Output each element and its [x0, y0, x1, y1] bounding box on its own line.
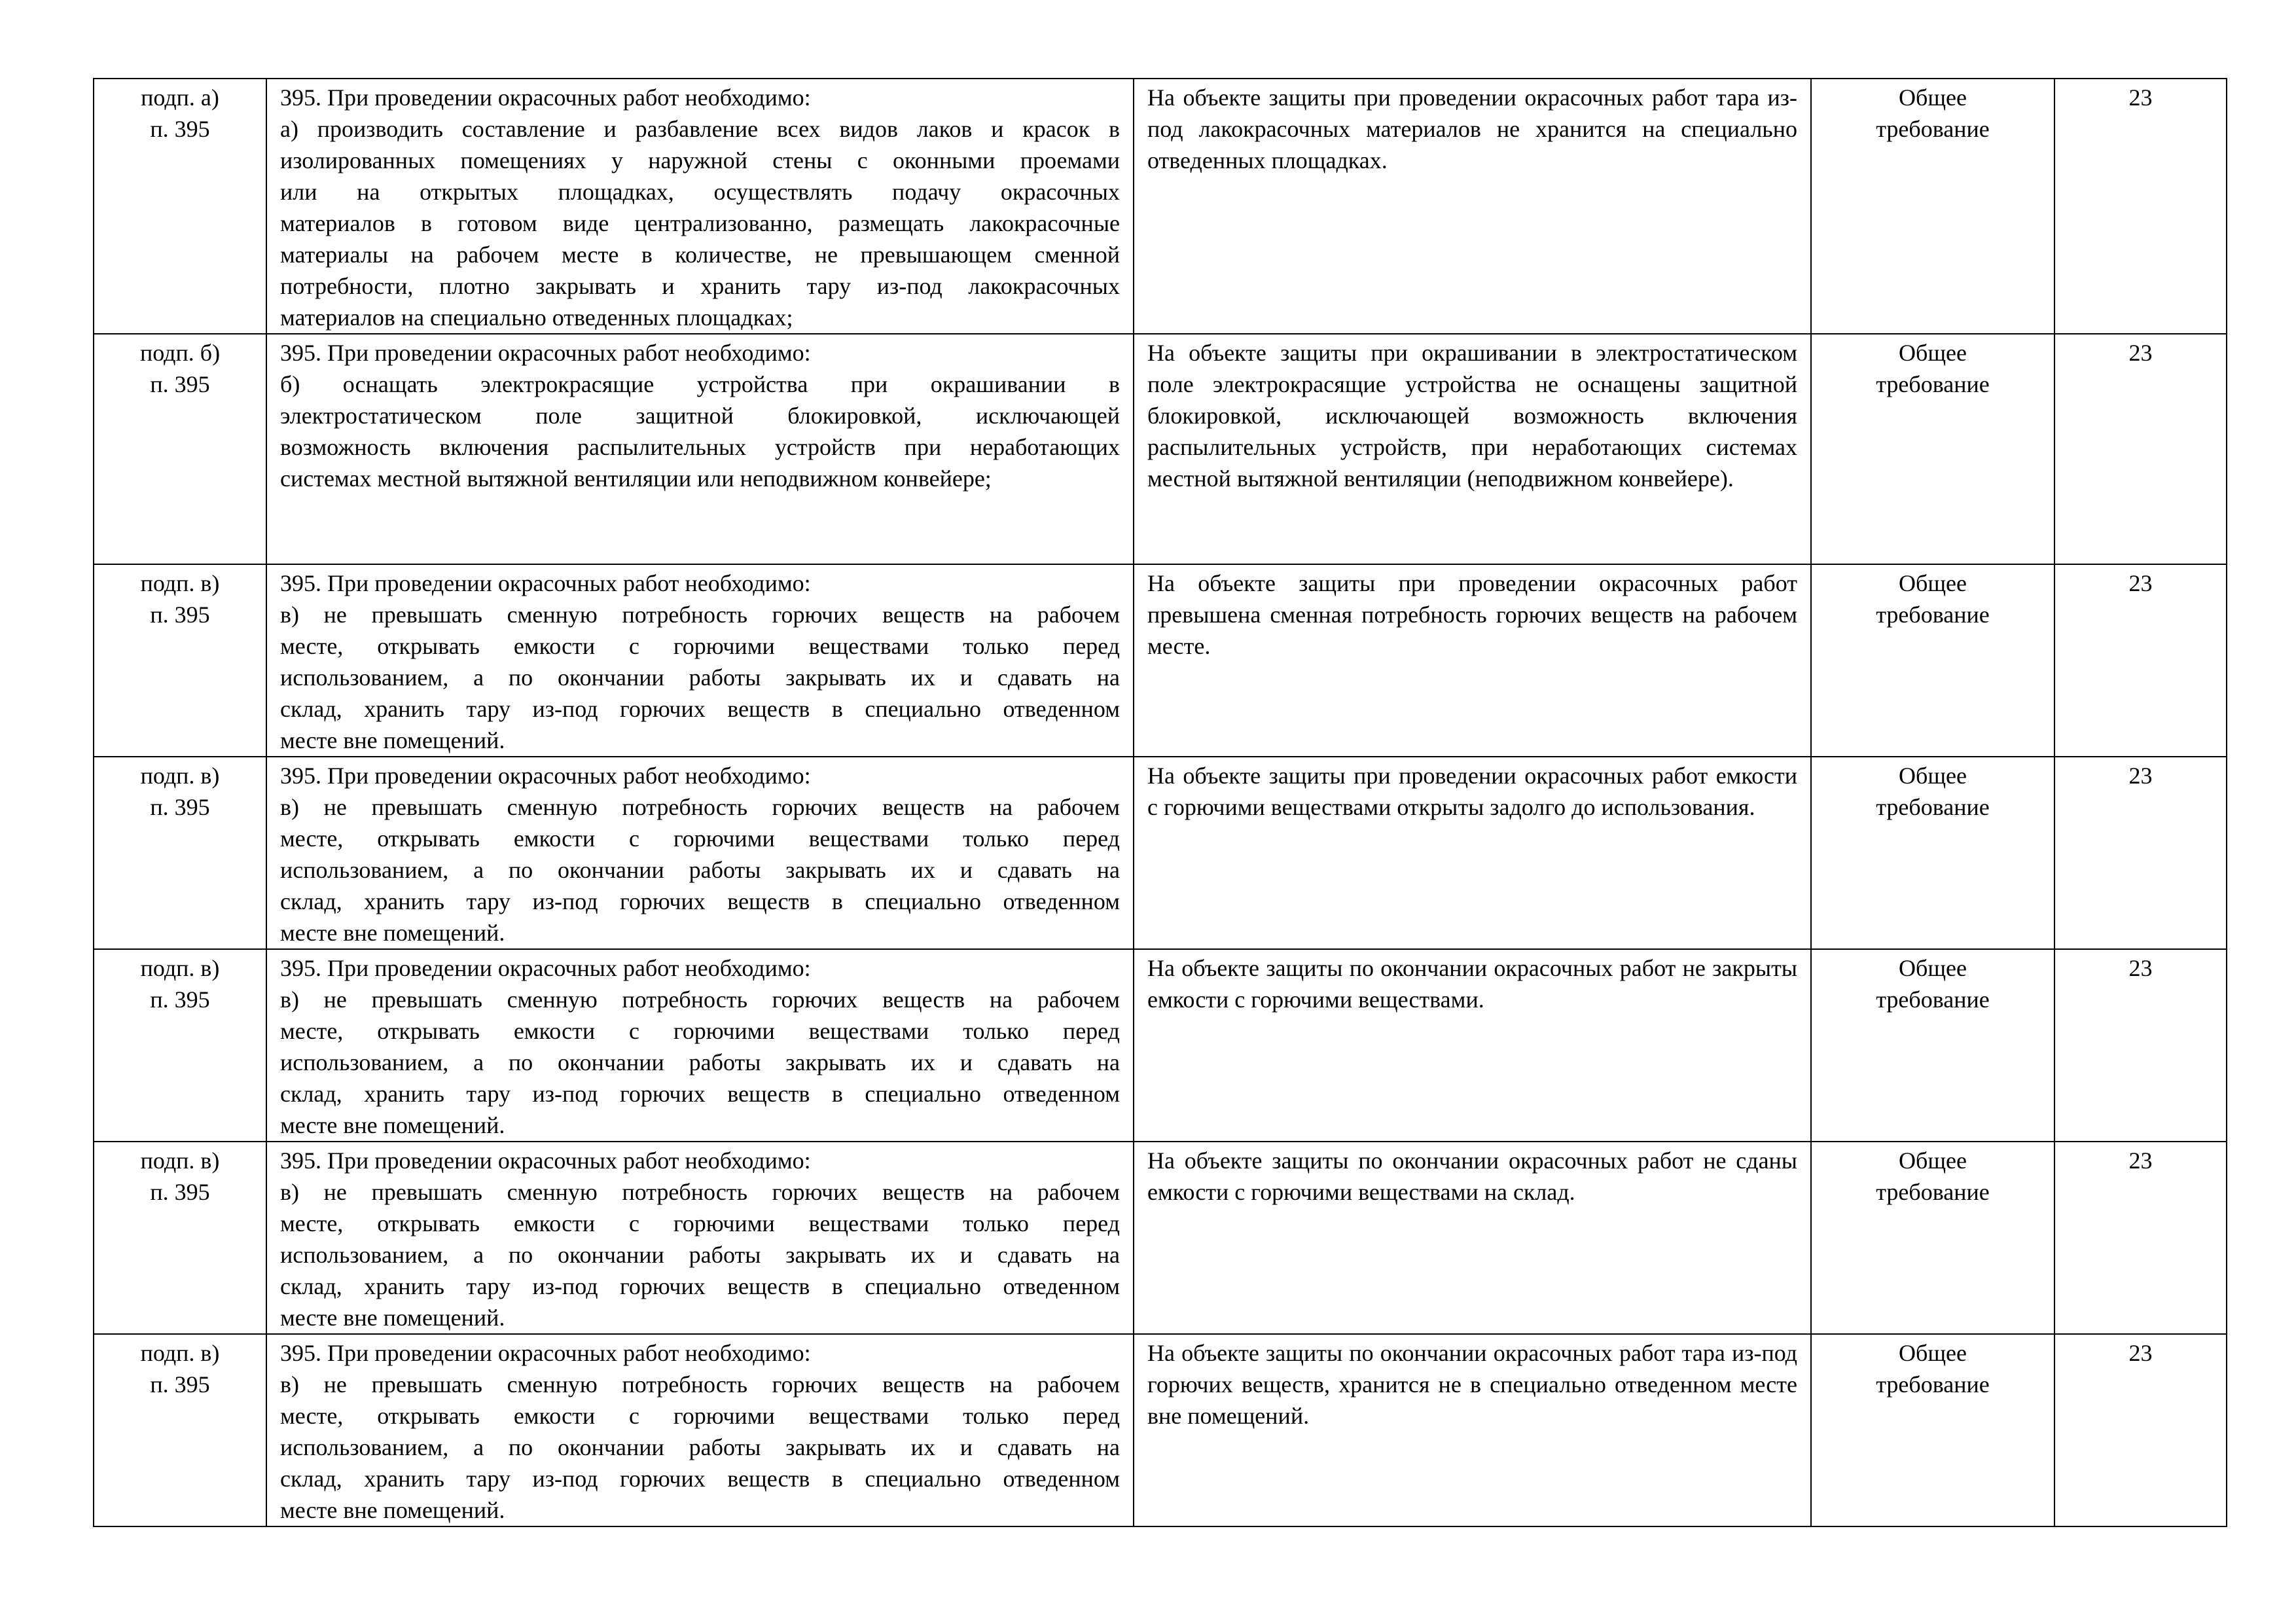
number-cell	[2054, 949, 2227, 1142]
row-number: 23	[2128, 570, 2153, 596]
requirement-text-line: использованием, а по окончании работы закрывать их и сдавать на	[280, 857, 1120, 883]
subclause-ref: подп. в)	[140, 1340, 220, 1366]
requirement-type-line: Общее	[1899, 84, 1967, 111]
requirement-text-line: 395. При проведении окрасочных работ необходимо:	[280, 340, 811, 366]
requirement-type-line: Общее	[1899, 763, 1967, 789]
reference-cell	[94, 79, 266, 334]
reference-cell	[94, 564, 266, 757]
violation-cell	[1134, 79, 1811, 334]
violation-cell	[1134, 1334, 1811, 1526]
requirement-text-line: материалов на специально отведенных площадках;	[280, 304, 793, 331]
requirement-cell	[266, 1334, 1134, 1526]
requirement-text-line: месте вне помещений.	[280, 1497, 505, 1523]
requirement-text-line: 395. При проведении окрасочных работ необходимо:	[280, 1340, 811, 1366]
reference-cell	[94, 1334, 266, 1526]
violation-text: На объекте защиты по окончании окрасочных работ не закрыты емкости с горючими веществами.	[1147, 955, 1797, 1013]
requirement-text-line: склад, хранить тару из-под горючих веществ в специально отведенном	[280, 1273, 1120, 1299]
requirement-text-line: месте вне помещений.	[280, 1112, 505, 1138]
requirement-type-line: требование	[1876, 116, 1990, 142]
clause-ref: п. 395	[150, 1371, 210, 1398]
requirement-type-line: Общее	[1899, 1147, 1967, 1174]
requirement-type-cell	[1811, 1334, 2054, 1526]
requirement-text-line: или на открытых площадках, осуществлять подачу окрасочных	[280, 179, 1120, 205]
requirement-type-line: требование	[1876, 371, 1990, 397]
requirement-text-line: склад, хранить тару из-под горючих веществ в специально отведенном	[280, 888, 1120, 914]
row-number: 23	[2128, 1340, 2153, 1366]
row-number: 23	[2128, 955, 2153, 981]
number-cell	[2054, 564, 2227, 757]
requirement-type-cell	[1811, 79, 2054, 334]
row-number: 23	[2128, 84, 2153, 111]
requirement-text-line: системах местной вытяжной вентиляции или неподвижном конвейере;	[280, 465, 992, 492]
clause-ref: п. 395	[150, 986, 210, 1013]
table-row	[94, 79, 2227, 334]
requirement-text-line: материалы на рабочем месте в количестве, не превышающем сменной	[280, 242, 1120, 268]
requirement-text-line: в) не превышать сменную потребность горючих веществ на рабочем	[280, 1179, 1120, 1205]
requirement-text-line: месте, открывать емкости с горючими веществами только перед	[280, 633, 1120, 659]
violation-text: На объекте защиты при проведении окрасочных работ тара из-под лакокрасочных материалов не хранится на специально отведенных площадках.	[1147, 84, 1797, 173]
violation-cell	[1134, 949, 1811, 1142]
requirement-text-line: б) оснащать электрокрасящие устройства при окрашивании в	[280, 371, 1120, 397]
requirement-type-cell	[1811, 949, 2054, 1142]
table-row	[94, 1142, 2227, 1334]
row-number: 23	[2128, 340, 2153, 366]
requirement-cell	[266, 79, 1134, 334]
requirement-type-line: Общее	[1899, 570, 1967, 596]
requirement-cell	[266, 1142, 1134, 1334]
violation-cell	[1134, 564, 1811, 757]
subclause-ref: подп. в)	[140, 955, 220, 981]
number-cell	[2054, 334, 2227, 564]
requirement-text-line: месте, открывать емкости с горючими веществами только перед	[280, 1403, 1120, 1429]
requirement-text-line: материалов в готовом виде централизованно, размещать лакокрасочные	[280, 210, 1120, 236]
row-number: 23	[2128, 763, 2153, 789]
requirement-text-line: 395. При проведении окрасочных работ необходимо:	[280, 570, 811, 596]
row-number: 23	[2128, 1147, 2153, 1174]
requirement-text-line: 395. При проведении окрасочных работ необходимо:	[280, 955, 811, 981]
requirement-text-line: в) не превышать сменную потребность горючих веществ на рабочем	[280, 1371, 1120, 1398]
requirement-text-line: в) не превышать сменную потребность горючих веществ на рабочем	[280, 794, 1120, 820]
requirement-text-line: месте, открывать емкости с горючими веществами только перед	[280, 1018, 1120, 1044]
reference-cell	[94, 334, 266, 564]
requirement-text-line: склад, хранить тару из-под горючих веществ в специально отведенном	[280, 696, 1120, 722]
requirement-type-cell	[1811, 564, 2054, 757]
requirement-text-line: использованием, а по окончании работы закрывать их и сдавать на	[280, 1242, 1120, 1268]
clause-ref: п. 395	[150, 1179, 210, 1205]
requirement-text-line: склад, хранить тару из-под горючих веществ в специально отведенном	[280, 1466, 1120, 1492]
requirement-text-line: изолированных помещениях у наружной стены с оконными проемами	[280, 147, 1120, 173]
requirement-text-line: в) не превышать сменную потребность горючих веществ на рабочем	[280, 602, 1120, 628]
subclause-ref: подп. в)	[140, 1147, 220, 1174]
requirement-type-line: требование	[1876, 602, 1990, 628]
requirement-text-line: возможность включения распылительных устройств при неработающих	[280, 434, 1120, 460]
clause-ref: п. 395	[150, 602, 210, 628]
requirement-text-line: в) не превышать сменную потребность горючих веществ на рабочем	[280, 986, 1120, 1013]
requirement-text-line: использованием, а по окончании работы закрывать их и сдавать на	[280, 1049, 1120, 1075]
subclause-ref: подп. а)	[141, 84, 219, 111]
violation-text: На объекте защиты при проведении окрасочных работ емкости с горючими веществами открыты задолго до использования.	[1147, 763, 1797, 820]
requirement-type-cell	[1811, 757, 2054, 949]
number-cell	[2054, 79, 2227, 334]
violation-cell	[1134, 334, 1811, 564]
violation-text: На объекте защиты по окончании окрасочных работ тара из-под горючих веществ, хранится не в специально отведенном месте вне помещений.	[1147, 1340, 1797, 1429]
table-row	[94, 757, 2227, 949]
requirement-text-line: месте вне помещений.	[280, 1305, 505, 1331]
requirement-text-line: 395. При проведении окрасочных работ необходимо:	[280, 763, 811, 789]
number-cell	[2054, 757, 2227, 949]
requirement-text-line: электростатическом поле защитной блокировкой, исключающей	[280, 403, 1120, 429]
subclause-ref: подп. б)	[139, 340, 221, 366]
requirement-type-line: требование	[1876, 794, 1990, 820]
requirement-text-line: использованием, а по окончании работы закрывать их и сдавать на	[280, 664, 1120, 691]
clause-ref: п. 395	[150, 371, 210, 397]
table-row	[94, 564, 2227, 757]
requirement-text-line: потребности, плотно закрывать и хранить тару из-под лакокрасочных	[280, 273, 1120, 299]
requirement-cell	[266, 949, 1134, 1142]
number-cell	[2054, 1334, 2227, 1526]
requirement-type-line: Общее	[1899, 955, 1967, 981]
requirement-text-line: месте вне помещений.	[280, 920, 505, 946]
requirements-table	[93, 78, 2227, 1527]
requirement-text-line: склад, хранить тару из-под горючих веществ в специально отведенном	[280, 1081, 1120, 1107]
requirement-type-line: Общее	[1899, 1340, 1967, 1366]
requirement-type-line: требование	[1876, 1371, 1990, 1398]
requirement-cell	[266, 564, 1134, 757]
requirement-type-cell	[1811, 1142, 2054, 1334]
requirements-table-body	[94, 79, 2227, 1526]
requirement-cell	[266, 757, 1134, 949]
requirement-text-line: а) производить составление и разбавление всех видов лаков и красок в	[280, 116, 1120, 142]
violation-cell	[1134, 757, 1811, 949]
requirement-text-line: месте вне помещений.	[280, 727, 505, 753]
reference-cell	[94, 1142, 266, 1334]
clause-ref: п. 395	[150, 116, 210, 142]
requirement-text-line: месте, открывать емкости с горючими веществами только перед	[280, 825, 1120, 852]
clause-ref: п. 395	[150, 794, 210, 820]
violation-text: На объекте защиты при окрашивании в электростатическом поле электрокрасящие устройства не оснащены защитной блокировкой, исключающей возможность включения распылительных устройств, при неработающих системах местной вытяжной вентиляции (неподвижном конвейере).	[1147, 340, 1797, 492]
requirement-text-line: месте, открывать емкости с горючими веществами только перед	[280, 1210, 1120, 1236]
requirement-type-line: требование	[1876, 1179, 1990, 1205]
requirement-cell	[266, 334, 1134, 564]
requirement-text-line: 395. При проведении окрасочных работ необходимо:	[280, 1147, 811, 1174]
subclause-ref: подп. в)	[140, 570, 220, 596]
requirement-text-line: 395. При проведении окрасочных работ необходимо:	[280, 84, 811, 111]
subclause-ref: подп. в)	[140, 763, 220, 789]
requirement-type-cell	[1811, 334, 2054, 564]
table-row	[94, 334, 2227, 564]
violation-text: На объекте защиты по окончании окрасочных работ не сданы емкости с горючими веществами на склад.	[1147, 1147, 1797, 1205]
requirement-text-line: использованием, а по окончании работы закрывать их и сдавать на	[280, 1434, 1120, 1460]
violation-text: На объекте защиты при проведении окрасочных работ превышена сменная потребность горючих веществ на рабочем месте.	[1147, 570, 1797, 659]
violation-cell	[1134, 1142, 1811, 1334]
table-row	[94, 949, 2227, 1142]
requirement-type-line: Общее	[1899, 340, 1967, 366]
table-row	[94, 1334, 2227, 1526]
reference-cell	[94, 757, 266, 949]
requirement-type-line: требование	[1876, 986, 1990, 1013]
reference-cell	[94, 949, 266, 1142]
number-cell	[2054, 1142, 2227, 1334]
